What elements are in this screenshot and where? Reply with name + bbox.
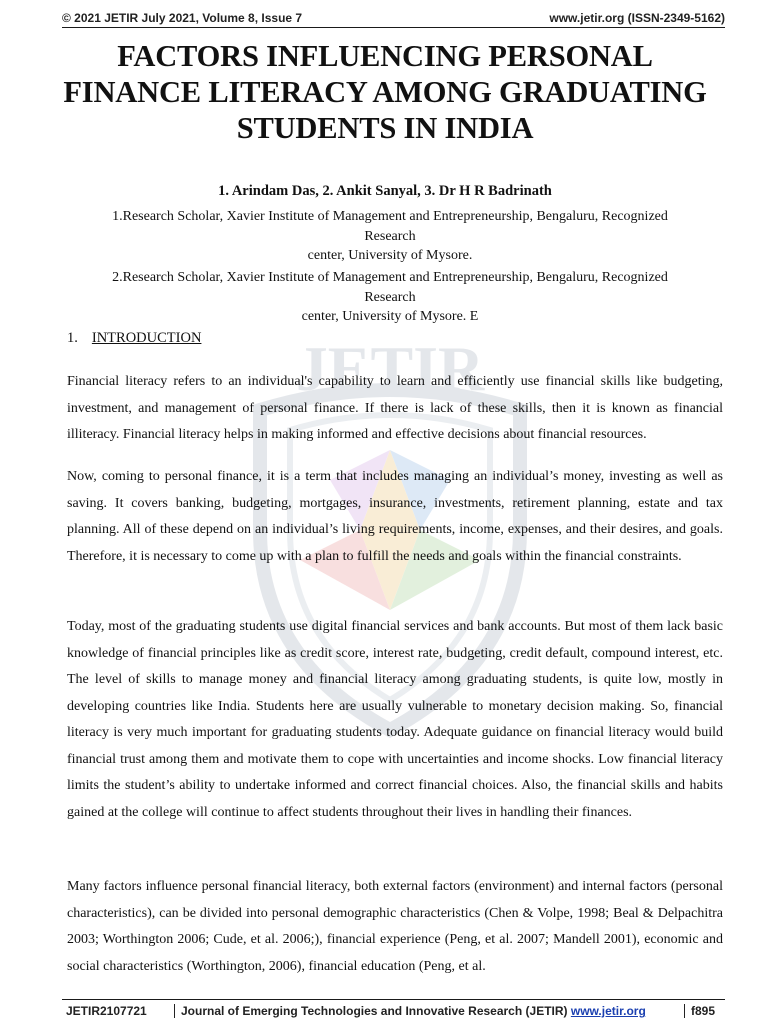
- paper-id: JETIR2107721: [66, 1004, 147, 1018]
- title-line: STUDENTS IN INDIA: [236, 111, 534, 145]
- section-number: 1.: [67, 330, 78, 346]
- header-citation: © 2021 JETIR July 2021, Volume 8, Issue 7: [62, 11, 303, 25]
- paragraph: Now, coming to personal finance, it is a term that includes managing an individual’s money, investing as well as saving. It covers banking, budgeting, mortgages, insurance, investments, retirement planning, estate and tax planning. All of these depend on an individual’s living requirements, income, expenses, and their desires, and goals. Therefore, it is necessary to come up with a plan to fulfill the needs and goals within the financial constraints.: [67, 469, 723, 564]
- section-title: INTRODUCTION: [91, 330, 202, 346]
- paragraph: Today, most of the graduating students use digital financial services and bank accounts. But most of them lack basic knowledge of financial principles like as credit score, interest rate, budgeting, credit default, compound interest, etc. The level of skills to manage money and financial literacy among graduating students, is quite low, mostly in developing countries like India. Students here are usually vulnerable to monetary decision making. So, financial literacy is very much important for graduating students today. Adequate guidance on financial literacy would build financial trust among them and motivate them to cope with uncertainties and income shocks. Low financial literacy limits the student’s ability to undertake informed and correct financial choices. Also, the financial skills and habits gained at the college will continue to affect students throughout their lives in handling their finances.: [67, 619, 723, 820]
- header-website[interactable]: www.jetir.org (ISSN-2349-5162): [549, 11, 725, 25]
- affiliation-line: 1.Research Scholar, Xavier Institute of Management and Entrepreneurship, Bengaluru, Recognized: [112, 209, 668, 224]
- journal-title: Journal of Emerging Technologies and Innovative Research (JETIR): [181, 1004, 568, 1018]
- affiliation-2: [55, 268, 725, 327]
- running-header: [62, 9, 725, 28]
- section-heading: [67, 330, 201, 347]
- title-line: FINANCE LITERACY AMONG GRADUATING: [63, 75, 707, 109]
- title-line: FACTORS INFLUENCING PERSONAL: [117, 39, 653, 73]
- affiliation-line: 2.Research Scholar, Xavier Institute of Management and Entrepreneurship, Bengaluru, Recognized: [112, 270, 668, 285]
- journal-name: [174, 1004, 646, 1018]
- watermark-text: JETIR: [295, 333, 485, 404]
- author-list: 1. Arindam Das, 2. Ankit Sanyal, 3. Dr H R Badrinath: [218, 183, 552, 199]
- paper-title: [30, 38, 740, 146]
- affiliation-line: center, University of Mysore.: [307, 248, 473, 263]
- journal-link[interactable]: www.jetir.org: [570, 1004, 646, 1018]
- paragraph: Many factors influence personal financial literacy, both external factors (environment) and internal factors (personal characteristics), can be divided into personal demographic characteristics (Chen & Volpe, 1998; Beal & Delpachitra 2003; Worthington 2006; Cude, et al. 2006;), financial experience (Peng, et al. 2007; Mandell 2001), economic and social characteristics (Worthington, 2006), financial education (Peng, et al.: [67, 879, 723, 974]
- affiliation-1: [55, 207, 725, 266]
- paragraph: Financial literacy refers to an individual's capability to learn and efficiently use financial skills like budgeting, investment, and management of personal finance. If there is lack of these skills, then it is known as financial illiteracy. Financial literacy helps in making informed and effective decisions about financial resources.: [67, 374, 723, 442]
- affiliation-line: Research: [364, 228, 416, 244]
- page-number: f895: [684, 1004, 715, 1018]
- affiliation-line: center, University of Mysore. E: [301, 309, 479, 324]
- running-footer: [62, 999, 725, 1020]
- affiliation-line: Research: [364, 289, 416, 305]
